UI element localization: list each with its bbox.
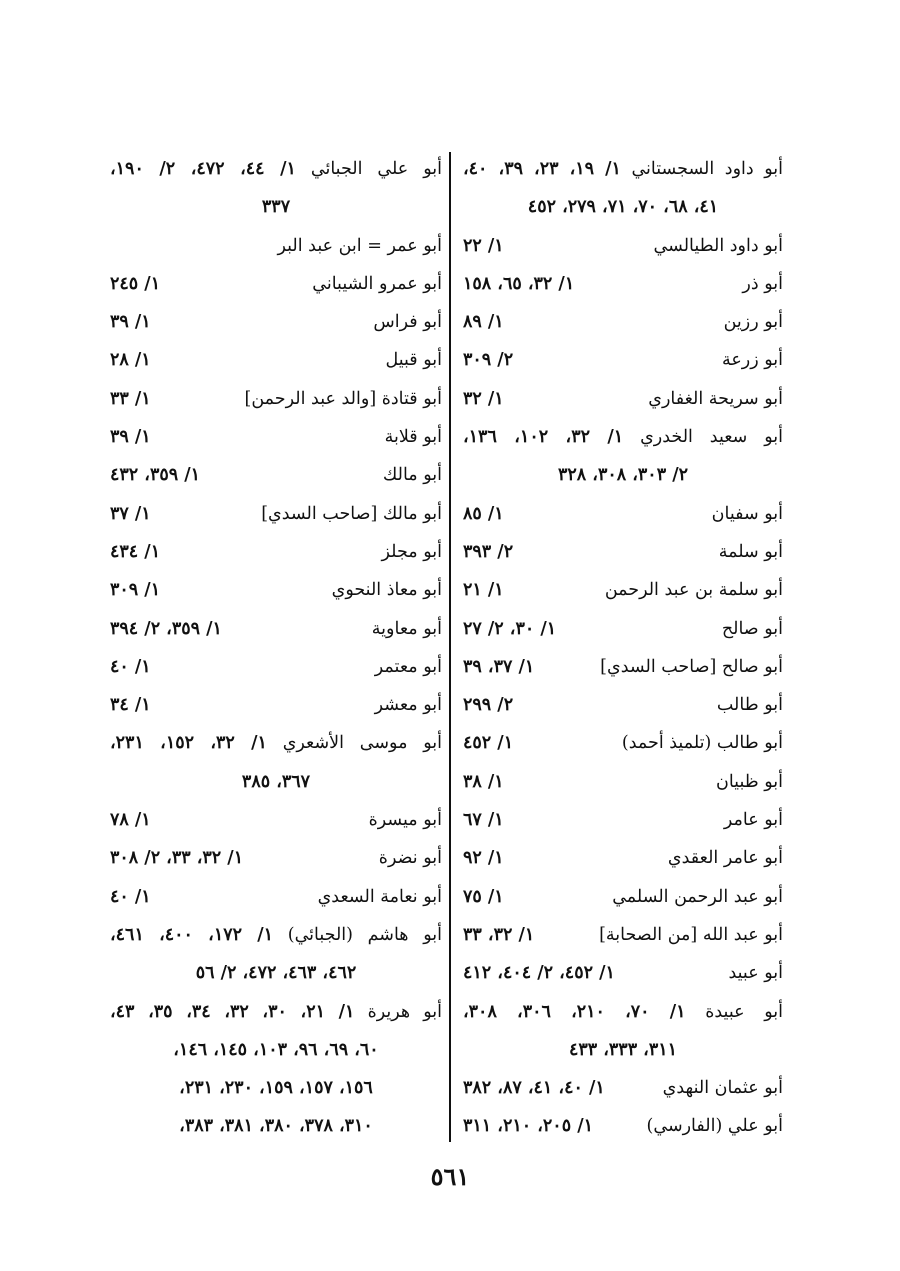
index-entry xyxy=(110,993,442,1031)
entry-name: أبو عمر = ابن عبد البر xyxy=(277,235,442,256)
entry-page-refs: ١/ ٣٢، ١٥٢، ٢٣١، xyxy=(110,733,267,754)
entry-page-refs: ١/ ٢١ xyxy=(463,580,504,601)
index-entry-continuation: ٤٦٢، ٤٦٣، ٤٧٢، ٢/ ٥٦ xyxy=(195,963,357,984)
entry-page-refs: ٢/ ٣٩٣ xyxy=(463,541,514,562)
entry-name: أبو سريحة الغفاري xyxy=(648,388,783,409)
entry-page-refs: ١/ ٣٢، ١٠٢، ١٣٦، xyxy=(463,427,624,448)
index-entry-continuation: ٣١٠، ٣٧٨، ٣٨٠، ٣٨١، ٣٨٣، xyxy=(179,1116,373,1137)
index-entry xyxy=(463,1069,783,1107)
index-entry-continuation: ٣٣٧ xyxy=(261,197,291,218)
entry-name: أبو طالب xyxy=(716,695,783,716)
index-entry xyxy=(110,227,442,265)
index-entry xyxy=(110,418,442,456)
entry-page-refs: ١/ ٢٨ xyxy=(110,350,151,371)
index-entry xyxy=(463,380,783,418)
index-entry xyxy=(110,456,442,494)
index-entry xyxy=(463,150,783,188)
index-entry xyxy=(463,763,783,801)
entry-page-refs: ١/ ٧٥ xyxy=(463,886,504,907)
index-entry xyxy=(110,380,442,418)
index-entry xyxy=(110,265,442,303)
index-entry xyxy=(463,916,783,954)
entry-page-refs: ١/ ٦٧ xyxy=(463,810,504,831)
entry-page-refs: ١/ ٣٢، ٣٣، ٢/ ٣٠٨ xyxy=(110,848,244,869)
entry-name: أبو مجلز xyxy=(381,541,442,562)
entry-name: أبو معشر xyxy=(374,695,442,716)
entry-page-refs: ١/ ٢٢ xyxy=(463,235,504,256)
entry-page-refs: ١/ ٣٤ xyxy=(110,695,151,716)
entry-name: أبو مالك xyxy=(382,465,442,486)
entry-name: أبو ذر xyxy=(742,273,783,294)
entry-page-refs: ١/ ٨٩ xyxy=(463,312,504,333)
index-entry xyxy=(463,227,783,265)
index-entry xyxy=(110,648,442,686)
entry-page-refs: ١/ ٣٩ xyxy=(110,312,151,333)
entry-name: أبو طالب (تلميذ أحمد) xyxy=(621,733,783,754)
index-entry xyxy=(110,533,442,571)
entry-name: أبو داود السجستاني xyxy=(631,159,783,179)
entry-page-refs: ١/ ٣٠، ٢/ ٢٧ xyxy=(463,618,557,639)
entry-page-refs: ١/ ٢٠٥، ٢١٠، ٣١١ xyxy=(463,1116,593,1137)
entry-page-refs: ١/ ٤٤، ٤٧٢، ٢/ ١٩٠، xyxy=(110,159,296,179)
entry-name: أبو صالح xyxy=(721,618,783,639)
entry-page-refs: ١/ ٤٥٢ xyxy=(463,733,514,754)
page-number: ٥٦١ xyxy=(430,1162,470,1191)
entry-page-refs: ١/ ٣٩ xyxy=(110,427,151,448)
entry-page-refs: ١/ ٣٢، ٦٥، ١٥٨ xyxy=(463,273,575,294)
entry-name: أبو علي الجبائي xyxy=(310,159,443,179)
entry-page-refs: ١/ ٢١، ٣٠، ٣٢، ٣٤، ٣٥، ٤٣، xyxy=(110,1001,355,1022)
column-divider xyxy=(449,152,451,1142)
entry-page-refs: ١/ ٤٠، ٤١، ٨٧، ٣٨٢ xyxy=(463,1078,605,1099)
entry-name: أبو سعيد الخدري xyxy=(640,427,783,448)
entry-name: أبو معتمر xyxy=(374,656,442,677)
entry-page-refs: ٢/ ٣٠٩ xyxy=(463,350,514,371)
entry-name: أبو عبد الله [من الصحابة] xyxy=(599,924,783,945)
index-entry xyxy=(110,801,442,839)
index-entry xyxy=(463,610,783,648)
index-entry xyxy=(463,839,783,877)
index-entry xyxy=(463,265,783,303)
entry-name: أبو زرعة xyxy=(721,350,783,371)
entry-name: أبو ظبيان xyxy=(715,771,783,792)
index-entry xyxy=(463,878,783,916)
entry-name: أبو علي (الفارسي) xyxy=(646,1116,783,1137)
entry-name: أبو عبد الرحمن السلمي xyxy=(612,886,783,907)
index-entry-continuation: ١٥٦، ١٥٧، ١٥٩، ٢٣٠، ٢٣١، xyxy=(179,1078,373,1099)
entry-page-refs: ١/ ٤٠ xyxy=(110,656,151,677)
entry-page-refs: ١/ ٧٨ xyxy=(110,810,151,831)
index-entry xyxy=(463,418,783,456)
index-entry xyxy=(110,724,442,762)
entry-page-refs: ١/ ٣٣ xyxy=(110,388,151,409)
entry-name: أبو قبيل xyxy=(385,350,442,371)
index-entry xyxy=(463,341,783,379)
index-entry-continuation: ٢/ ٣٠٣، ٣٠٨، ٣٢٨ xyxy=(558,465,688,486)
entry-name: أبو عامر xyxy=(723,810,783,831)
entry-name: أبو مالك [صاحب السدي] xyxy=(261,503,442,524)
entry-name: أبو هاشم (الجبائي) xyxy=(287,924,442,945)
entry-page-refs: ١/ ١٩، ٢٣، ٣٩، ٤٠، xyxy=(463,159,621,179)
entry-page-refs: ١/ ٢٤٥ xyxy=(110,273,161,294)
index-entry xyxy=(463,724,783,762)
entry-name: أبو سفيان xyxy=(711,503,783,524)
entry-name: أبو نعامة السعدي xyxy=(317,886,442,907)
entry-page-refs: ١/ ١٧٢، ٤٠٠، ٤٦١، xyxy=(110,924,274,945)
entry-page-refs: ١/ ٣٧، ٣٩ xyxy=(463,656,535,677)
index-entry xyxy=(463,993,783,1031)
index-entry xyxy=(463,686,783,724)
index-entry xyxy=(110,150,442,188)
entry-name: أبو قلابة xyxy=(384,427,442,448)
entry-name: أبو عمرو الشيباني xyxy=(312,273,442,294)
index-entry xyxy=(463,303,783,341)
index-entry xyxy=(463,571,783,609)
entry-name: أبو رزين xyxy=(723,312,783,333)
index-entry xyxy=(110,571,442,609)
entry-name: أبو داود الطيالسي xyxy=(653,235,783,256)
entry-page-refs: ٢/ ٢٩٩ xyxy=(463,695,514,716)
entry-page-refs: ١/ ٤٠ xyxy=(110,886,151,907)
entry-page-refs: ١/ ٣٥٩، ٤٣٢ xyxy=(110,465,201,486)
entry-name: أبو معاذ النحوي xyxy=(331,580,442,601)
entry-page-refs: ١/ ٧٠، ٢١٠، ٣٠٦، ٣٠٨، xyxy=(463,1001,686,1022)
index-entry xyxy=(110,610,442,648)
index-column-left xyxy=(110,150,442,1146)
index-entry xyxy=(110,878,442,916)
entry-page-refs: ١/ ٨٥ xyxy=(463,503,504,524)
index-column-right xyxy=(463,150,783,1146)
entry-page-refs: ١/ ٣٠٩ xyxy=(110,580,161,601)
index-entry-continuation: ٤١، ٦٨، ٧٠، ٧١، ٢٧٩، ٤٥٢ xyxy=(527,197,719,218)
index-entry-continuation: ٦٠، ٦٩، ٩٦، ١٠٣، ١٤٥، ١٤٦، xyxy=(173,1039,379,1060)
index-entry xyxy=(110,686,442,724)
entry-page-refs: ١/ ٣٥٩، ٢/ ٣٩٤ xyxy=(110,618,222,639)
entry-page-refs: ١/ ٤٥٢، ٢/ ٤٠٤، ٤١٢ xyxy=(463,963,615,984)
index-entry xyxy=(110,839,442,877)
entry-name: أبو معاوية xyxy=(371,618,442,639)
entry-page-refs: ١/ ٣٨ xyxy=(463,771,504,792)
index-entry xyxy=(110,341,442,379)
index-entry xyxy=(463,495,783,533)
entry-name: أبو صالح [صاحب السدي] xyxy=(600,656,783,677)
entry-name: أبو عبيد xyxy=(728,963,783,984)
index-entry-continuation: ٣٦٧، ٣٨٥ xyxy=(241,771,311,792)
index-entry xyxy=(463,533,783,571)
entry-page-refs: ١/ ٣٢، ٣٣ xyxy=(463,924,535,945)
entry-name: أبو سلمة بن عبد الرحمن xyxy=(604,580,783,601)
index-entry xyxy=(110,303,442,341)
index-entry-continuation: ٣١١، ٣٣٣، ٤٣٣ xyxy=(568,1039,678,1060)
index-entry xyxy=(463,648,783,686)
entry-name: أبو هريرة xyxy=(367,1001,443,1022)
index-entry xyxy=(110,916,442,954)
entry-page-refs: ١/ ٣٢ xyxy=(463,388,504,409)
index-entry xyxy=(110,495,442,533)
entry-page-refs: ١/ ٩٢ xyxy=(463,848,504,869)
index-entry xyxy=(463,1107,783,1145)
entry-name: أبو سلمة xyxy=(718,541,783,562)
entry-name: أبو عثمان النهدي xyxy=(662,1078,783,1099)
entry-name: أبو عبيدة xyxy=(705,1001,783,1022)
entry-name: أبو موسى الأشعري xyxy=(282,733,442,754)
entry-page-refs: ١/ ٣٧ xyxy=(110,503,151,524)
entry-name: أبو نضرة xyxy=(378,848,442,869)
entry-name: أبو قتادة [والد عبد الرحمن] xyxy=(244,388,442,409)
entry-page-refs: ١/ ٤٣٤ xyxy=(110,541,161,562)
entry-name: أبو عامر العقدي xyxy=(667,848,783,869)
index-entry xyxy=(463,954,783,992)
entry-name: أبو ميسرة xyxy=(368,810,442,831)
entry-name: أبو فراس xyxy=(373,312,442,333)
index-entry xyxy=(463,801,783,839)
